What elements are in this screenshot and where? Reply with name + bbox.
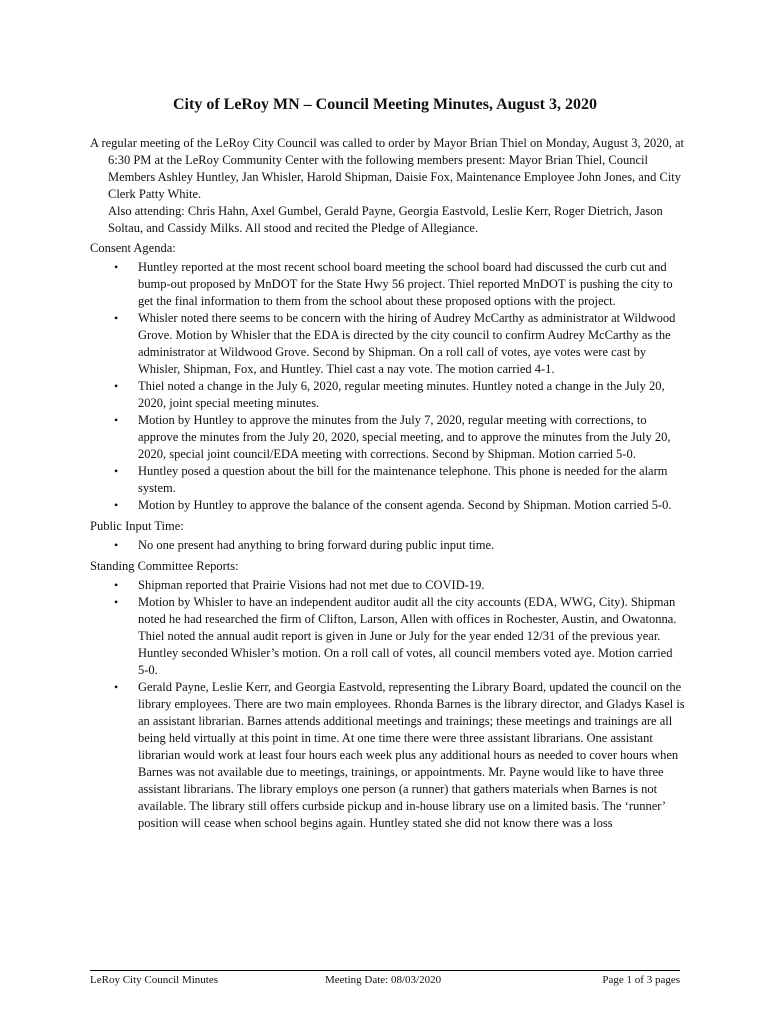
intro-paragraph: A regular meeting of the LeRoy City Council was called to order by Mayor Brian Thiel on Monday, August 3, 2020, at 6:30 PM at the LeRoy Community Center with the following members present: Mayor Brian Thiel, Council Members Ashley Huntley, Jan Whisler, Harold Shipman, Daisie Fox, Maintenance Employee John Jones, and City Clerk Patty White.: [90, 136, 684, 201]
list-item: • Thiel noted a change in the July 6, 2020, regular meeting minutes. Huntley noted a change in the July 20, 2020, joint special meeting minutes.: [114, 379, 665, 410]
footer-page-number: Page 1 of 3 pages: [602, 974, 680, 986]
section-heading-public-input: Public Input Time:: [90, 519, 184, 533]
also-attending-paragraph: Also attending: Chris Hahn, Axel Gumbel, Gerald Payne, Georgia Eastvold, Leslie Kerr, Roger Dietrich, Jason Soltau, and Cassidy Milks. All stood and recited the Pledge of Allegiance.: [108, 204, 663, 235]
list-item: • Shipman reported that Prairie Visions had not met due to COVID-19.: [114, 578, 485, 592]
footer-left-text: LeRoy City Council Minutes: [90, 974, 219, 986]
bullet-icon: •: [114, 538, 119, 552]
list-item: • Huntley reported at the most recent school board meeting the school board had discussed the curb cut and bump-out proposed by MnDOT for the State Hwy 56 project. Thiel reported MnDOT is pushing the city to get the final information to them from the school about these proposed options with the project.: [114, 260, 673, 308]
bullet-icon: •: [114, 498, 119, 512]
list-item: • Huntley posed a question about the bill for the maintenance telephone. This phone is needed for the alarm system.: [114, 464, 668, 495]
list-item: • Motion by Huntley to approve the minutes from the July 7, 2020, regular meeting with corrections, to approve the minutes from the July 20, 2020, special meeting, and to approve the minutes from the July 20, 2020, special joint council/EDA meeting with corrections. Second by Shipman. Motion carried 5-0.: [114, 413, 671, 461]
list-item: • Motion by Whisler to have an independent auditor audit all the city accounts (EDA, WWG, City). Shipman noted he had researched the firm of Clifton, Larson, Allen with offices in Rochester, Austin, and Owatonna. Thiel noted the annual audit report is given in June or July for the year ended 12/31 of the previous year. Huntley seconded Whisler’s motion. On a roll call of votes, all council members voted aye. Motion carried 5-0.: [114, 595, 677, 677]
footer-divider: [90, 970, 680, 971]
list-item: • No one present had anything to bring forward during public input time.: [114, 538, 495, 552]
bullet-icon: •: [114, 464, 119, 478]
bullet-icon: •: [114, 260, 119, 274]
public-input-list: [90, 537, 685, 554]
document-body: [90, 135, 685, 836]
bullet-icon: •: [114, 311, 119, 325]
bullet-icon: •: [114, 680, 119, 694]
standing-committee-list: [90, 577, 685, 832]
footer-meeting-date: Meeting Date: 08/03/2020: [325, 974, 442, 986]
bullet-icon: •: [114, 379, 119, 393]
page-title: City of LeRoy MN – Council Meeting Minutes, August 3, 2020: [173, 96, 597, 113]
section-heading-standing-committee: Standing Committee Reports:: [90, 559, 239, 573]
consent-agenda-list: [90, 259, 685, 514]
section-heading-consent-agenda: Consent Agenda:: [90, 241, 176, 255]
bullet-icon: •: [114, 578, 119, 592]
bullet-icon: •: [114, 413, 119, 427]
bullet-icon: •: [114, 595, 119, 609]
list-item: • Gerald Payne, Leslie Kerr, and Georgia Eastvold, representing the Library Board, updated the council on the library employees. There are two main employees. Rhonda Barnes is the library director, and Gladys Kasel is an assistant librarian. Barnes attends additional meetings and trainings; these meetings and trainings are all being held virtually at this point in time. At one time there were three assistant librarians. One assistant librarian would work at least four hours each week plus any additional hours as needed to cover hours when Barnes was not available due to meetings, trainings, or appointments. Mr. Payne would like to have three assistant librarians. The library employs one person (a runner) that gathers materials when Barnes is not available. The library still offers curbside pickup and in-house library use on a limited basis. The ‘runner’ position will cease when school begins again. Huntley stated she did not know there was a loss: [114, 680, 685, 830]
list-item: • Whisler noted there seems to be concern with the hiring of Audrey McCarthy as administrator at Wildwood Grove. Motion by Whisler that the EDA is directed by the city council to confirm Audrey McCarthy as the administrator at Wildwood Grove. Second by Shipman. On a roll call of votes, aye votes were cast by Whisler, Shipman, Fox, and Huntley. Thiel cast a nay vote. The motion carried 4-1.: [114, 311, 676, 376]
list-item: • Motion by Huntley to approve the balance of the consent agenda. Second by Shipman. Motion carried 5-0.: [114, 498, 672, 512]
